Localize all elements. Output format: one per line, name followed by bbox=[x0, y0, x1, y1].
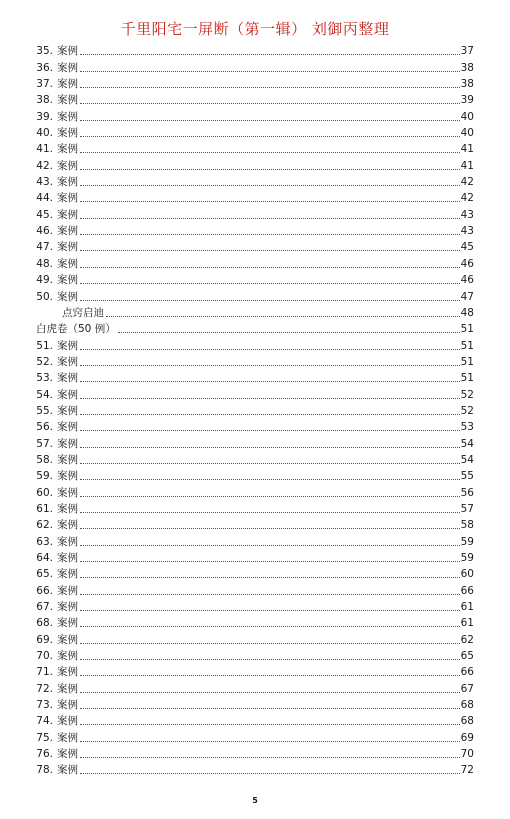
toc-entry-page: 53 bbox=[460, 421, 474, 434]
toc-entry[interactable] bbox=[36, 271, 474, 287]
toc-entry-number: 35. bbox=[36, 45, 53, 58]
toc-entry-label: 案例 bbox=[57, 61, 78, 74]
toc-entry[interactable] bbox=[36, 107, 474, 123]
toc-entry-label: 案例 bbox=[57, 453, 78, 466]
toc-entry-number: 40. bbox=[36, 127, 53, 140]
toc-dot-leader bbox=[80, 479, 460, 480]
toc-dot-leader bbox=[80, 120, 460, 121]
toc-entry[interactable] bbox=[36, 402, 474, 418]
toc-entry-number: 61. bbox=[36, 502, 53, 515]
toc-entry-label: 案例 bbox=[57, 225, 78, 238]
toc-dot-leader bbox=[80, 414, 460, 415]
toc-entry-label: 案例 bbox=[57, 764, 78, 777]
toc-entry-number: 68. bbox=[36, 617, 53, 630]
toc-entry-number: 53. bbox=[36, 372, 53, 385]
toc-entry[interactable] bbox=[36, 516, 474, 532]
toc-entry-number: 72. bbox=[36, 682, 53, 695]
toc-dot-leader bbox=[80, 201, 460, 202]
toc-dot-leader bbox=[80, 398, 460, 399]
toc-entry-label: 案例 bbox=[57, 110, 78, 123]
toc-entry-page: 52 bbox=[460, 404, 474, 417]
toc-entry-number: 54. bbox=[36, 388, 53, 401]
toc-dot-leader bbox=[80, 381, 460, 382]
toc-entry-label: 案例 bbox=[57, 470, 78, 483]
toc-entry[interactable] bbox=[36, 679, 474, 695]
toc-entry-label: 案例 bbox=[57, 208, 78, 221]
toc-dot-leader bbox=[80, 267, 460, 268]
toc-entry[interactable] bbox=[36, 222, 474, 238]
toc-entry-page: 42 bbox=[460, 176, 474, 189]
toc-entry-number: 63. bbox=[36, 535, 53, 548]
toc-entry-label: 点窍启迪 bbox=[62, 306, 104, 319]
toc-dot-leader bbox=[80, 185, 460, 186]
table-of-contents bbox=[36, 42, 474, 777]
toc-entry-page: 62 bbox=[460, 633, 474, 646]
toc-entry-label: 案例 bbox=[57, 143, 78, 156]
toc-entry-number: 57. bbox=[36, 437, 53, 450]
toc-entry-label: 案例 bbox=[57, 633, 78, 646]
toc-dot-leader bbox=[80, 724, 460, 725]
toc-dot-leader bbox=[80, 496, 460, 497]
toc-dot-leader bbox=[80, 528, 460, 529]
toc-entry[interactable] bbox=[36, 42, 474, 58]
toc-dot-leader bbox=[80, 349, 460, 350]
toc-dot-leader bbox=[80, 659, 460, 660]
toc-dot-leader bbox=[80, 561, 460, 562]
toc-entry-page: 52 bbox=[460, 388, 474, 401]
toc-entry[interactable] bbox=[36, 761, 474, 777]
toc-entry[interactable] bbox=[36, 467, 474, 483]
toc-entry-label: 案例 bbox=[57, 404, 78, 417]
toc-entry-number: 42. bbox=[36, 159, 53, 172]
toc-entry[interactable] bbox=[36, 483, 474, 499]
toc-entry-number: 66. bbox=[36, 584, 53, 597]
toc-entry-number: 50. bbox=[36, 290, 53, 303]
toc-entry-label: 案例 bbox=[57, 535, 78, 548]
toc-entry-page: 66 bbox=[460, 666, 474, 679]
toc-entry-number: 64. bbox=[36, 552, 53, 564]
toc-entry-label: 案例 bbox=[57, 552, 78, 564]
toc-entry-number: 38. bbox=[36, 94, 53, 107]
toc-entry-number: 67. bbox=[36, 601, 53, 614]
toc-entry-number: 70. bbox=[36, 650, 53, 663]
toc-entry-label: 案例 bbox=[57, 502, 78, 515]
toc-entry-label: 案例 bbox=[57, 617, 78, 630]
toc-entry-number: 49. bbox=[36, 274, 53, 287]
toc-entry-label: 案例 bbox=[57, 486, 78, 499]
toc-entry-number: 62. bbox=[36, 519, 53, 532]
toc-entry-page: 47 bbox=[460, 290, 474, 303]
toc-entry-page: 61 bbox=[460, 601, 474, 614]
toc-entry-number: 46. bbox=[36, 225, 53, 238]
toc-entry-label: 案例 bbox=[57, 94, 78, 107]
toc-entry-page: 56 bbox=[460, 486, 474, 499]
toc-entry[interactable] bbox=[36, 565, 474, 581]
toc-entry-number: 39. bbox=[36, 110, 53, 123]
toc-dot-leader bbox=[80, 545, 460, 546]
toc-dot-leader bbox=[80, 234, 460, 235]
toc-dot-leader bbox=[80, 365, 460, 366]
toc-entry-label: 案例 bbox=[57, 519, 78, 532]
toc-entry[interactable] bbox=[36, 205, 474, 221]
toc-entry-label: 案例 bbox=[57, 257, 78, 270]
toc-dot-leader bbox=[80, 741, 460, 742]
toc-dot-leader bbox=[80, 250, 460, 251]
toc-entry-number: 74. bbox=[36, 715, 53, 728]
toc-entry-number: 37. bbox=[36, 78, 53, 91]
toc-entry[interactable] bbox=[36, 156, 474, 172]
toc-entry[interactable] bbox=[36, 647, 474, 663]
toc-entry-page: 66 bbox=[460, 584, 474, 597]
toc-dot-leader bbox=[106, 316, 460, 317]
toc-entry-page: 51 bbox=[460, 323, 474, 336]
toc-entry-number: 51. bbox=[36, 339, 53, 352]
toc-entry-number: 76. bbox=[36, 748, 53, 761]
toc-entry-page: 51 bbox=[460, 372, 474, 385]
toc-entry[interactable] bbox=[36, 696, 474, 712]
toc-entry-label: 案例 bbox=[57, 388, 78, 401]
toc-entry-number: 73. bbox=[36, 699, 53, 712]
toc-dot-leader bbox=[80, 675, 460, 676]
toc-entry[interactable] bbox=[36, 91, 474, 107]
toc-entry-number: 48. bbox=[36, 257, 53, 270]
toc-entry-number: 56. bbox=[36, 421, 53, 434]
toc-entry[interactable] bbox=[36, 549, 474, 565]
toc-dot-leader bbox=[80, 610, 460, 611]
toc-entry-page: 54 bbox=[460, 453, 474, 466]
toc-entry-label: 案例 bbox=[57, 339, 78, 352]
toc-dot-leader bbox=[80, 218, 460, 219]
toc-entry[interactable] bbox=[36, 58, 474, 74]
toc-section-entry[interactable] bbox=[36, 320, 474, 336]
toc-entry-page: 48 bbox=[460, 306, 474, 319]
toc-entry[interactable] bbox=[36, 500, 474, 516]
toc-entry-label: 案例 bbox=[57, 715, 78, 728]
toc-dot-leader bbox=[80, 773, 460, 774]
toc-entry[interactable] bbox=[36, 581, 474, 597]
toc-entry[interactable] bbox=[36, 189, 474, 205]
toc-dot-leader bbox=[80, 283, 460, 284]
toc-entry-number: 60. bbox=[36, 486, 53, 499]
toc-entry-page: 46 bbox=[460, 257, 474, 270]
toc-dot-leader bbox=[80, 300, 460, 301]
toc-entry-number: 71. bbox=[36, 666, 53, 679]
toc-dot-leader bbox=[80, 136, 460, 137]
toc-entry[interactable] bbox=[36, 353, 474, 369]
toc-entry-label: 案例 bbox=[57, 372, 78, 385]
toc-entry-number: 43. bbox=[36, 176, 53, 189]
toc-entry-page: 60 bbox=[460, 568, 474, 581]
toc-dot-leader bbox=[80, 692, 460, 693]
toc-entry-label: 案例 bbox=[57, 78, 78, 91]
toc-dot-leader bbox=[80, 87, 460, 88]
toc-entry[interactable] bbox=[36, 173, 474, 189]
toc-entry[interactable] bbox=[36, 728, 474, 744]
toc-entry[interactable] bbox=[36, 369, 474, 385]
page-header-title: 千里阳宅一屏断（第一辑） 刘御丙整理 bbox=[120, 20, 390, 38]
toc-entry[interactable] bbox=[36, 598, 474, 614]
toc-entry-page: 70 bbox=[460, 748, 474, 761]
toc-dot-leader bbox=[80, 626, 460, 627]
toc-entry-label: 案例 bbox=[57, 355, 78, 368]
toc-entry-page: 59 bbox=[460, 552, 474, 564]
toc-dot-leader bbox=[80, 152, 460, 153]
toc-entry[interactable] bbox=[36, 254, 474, 270]
toc-entry-label: 案例 bbox=[57, 568, 78, 581]
toc-dot-leader bbox=[80, 594, 460, 595]
toc-entry-label: 案例 bbox=[57, 274, 78, 287]
toc-dot-leader bbox=[80, 708, 460, 709]
toc-entry-page: 40 bbox=[460, 127, 474, 140]
toc-entry-label: 案例 bbox=[57, 127, 78, 140]
toc-entry-label: 案例 bbox=[57, 241, 78, 254]
toc-entry-label: 白虎卷（50 例） bbox=[36, 323, 116, 336]
toc-entry-page: 43 bbox=[460, 225, 474, 238]
toc-entry-page: 69 bbox=[460, 731, 474, 744]
toc-entry-page: 54 bbox=[460, 437, 474, 450]
toc-entry-label: 案例 bbox=[57, 731, 78, 744]
toc-entry[interactable] bbox=[36, 124, 474, 140]
toc-entry-page: 46 bbox=[460, 274, 474, 287]
toc-entry-number: 58. bbox=[36, 453, 53, 466]
toc-entry-page: 43 bbox=[460, 208, 474, 221]
toc-entry-label: 案例 bbox=[57, 45, 78, 58]
toc-entry-page: 51 bbox=[460, 339, 474, 352]
toc-entry-label: 案例 bbox=[57, 192, 78, 205]
toc-entry-page: 41 bbox=[460, 159, 474, 172]
toc-entry-label: 案例 bbox=[57, 421, 78, 434]
toc-entry-page: 45 bbox=[460, 241, 474, 254]
toc-entry[interactable] bbox=[36, 238, 474, 254]
toc-dot-leader bbox=[80, 103, 460, 104]
toc-dot-leader bbox=[80, 447, 460, 448]
toc-entry[interactable] bbox=[36, 75, 474, 91]
toc-entry[interactable] bbox=[36, 663, 474, 679]
toc-entry-number: 47. bbox=[36, 241, 53, 254]
toc-entry-label: 案例 bbox=[57, 437, 78, 450]
toc-entry-number: 41. bbox=[36, 143, 53, 156]
toc-entry-page: 67 bbox=[460, 682, 474, 695]
toc-dot-leader bbox=[80, 643, 460, 644]
toc-entry-number: 78. bbox=[36, 764, 53, 777]
toc-entry[interactable] bbox=[36, 614, 474, 630]
toc-entry-number: 45. bbox=[36, 208, 53, 221]
toc-entry-number: 75. bbox=[36, 731, 53, 744]
toc-entry[interactable] bbox=[36, 451, 474, 467]
toc-entry-number: 65. bbox=[36, 568, 53, 581]
toc-entry-number: 52. bbox=[36, 355, 53, 368]
toc-entry-label: 案例 bbox=[57, 682, 78, 695]
toc-entry-page: 39 bbox=[460, 94, 474, 107]
toc-entry-label: 案例 bbox=[57, 290, 78, 303]
page-number: 5 bbox=[252, 796, 258, 805]
toc-entry-number: 55. bbox=[36, 404, 53, 417]
toc-sub-entry[interactable] bbox=[36, 304, 474, 320]
toc-entry[interactable] bbox=[36, 434, 474, 450]
toc-dot-leader bbox=[80, 54, 460, 55]
toc-entry-page: 59 bbox=[460, 535, 474, 548]
toc-entry[interactable] bbox=[36, 532, 474, 548]
toc-entry-number: 44. bbox=[36, 192, 53, 205]
toc-entry-page: 55 bbox=[460, 470, 474, 483]
toc-dot-leader bbox=[118, 332, 460, 333]
toc-dot-leader bbox=[80, 512, 460, 513]
toc-entry-label: 案例 bbox=[57, 748, 78, 761]
toc-entry-page: 51 bbox=[460, 355, 474, 368]
toc-entry-number: 69. bbox=[36, 633, 53, 646]
toc-entry[interactable] bbox=[36, 385, 474, 401]
toc-entry-label: 案例 bbox=[57, 176, 78, 189]
toc-dot-leader bbox=[80, 757, 460, 758]
toc-entry[interactable] bbox=[36, 336, 474, 352]
toc-entry-number: 59. bbox=[36, 470, 53, 483]
toc-entry-page: 61 bbox=[460, 617, 474, 630]
toc-entry-label: 案例 bbox=[57, 666, 78, 679]
toc-entry-page: 41 bbox=[460, 143, 474, 156]
toc-entry-page: 58 bbox=[460, 519, 474, 532]
toc-dot-leader bbox=[80, 463, 460, 464]
toc-entry[interactable] bbox=[36, 630, 474, 646]
toc-entry-page: 72 bbox=[460, 764, 474, 777]
toc-entry-label: 案例 bbox=[57, 650, 78, 663]
toc-entry-page: 38 bbox=[460, 61, 474, 74]
toc-entry-page: 38 bbox=[460, 78, 474, 91]
toc-entry-page: 40 bbox=[460, 110, 474, 123]
toc-entry[interactable] bbox=[36, 745, 474, 761]
toc-entry-page: 68 bbox=[460, 699, 474, 712]
toc-entry-page: 37 bbox=[460, 45, 474, 58]
toc-entry-label: 案例 bbox=[57, 601, 78, 614]
toc-entry-page: 42 bbox=[460, 192, 474, 205]
toc-entry-label: 案例 bbox=[57, 159, 78, 172]
toc-dot-leader bbox=[80, 430, 460, 431]
toc-dot-leader bbox=[80, 577, 460, 578]
toc-entry[interactable] bbox=[36, 140, 474, 156]
toc-dot-leader bbox=[80, 169, 460, 170]
toc-entry[interactable] bbox=[36, 287, 474, 303]
toc-entry[interactable] bbox=[36, 712, 474, 728]
toc-entry-page: 57 bbox=[460, 502, 474, 515]
toc-entry-page: 65 bbox=[460, 650, 474, 663]
toc-dot-leader bbox=[80, 71, 460, 72]
toc-entry-label: 案例 bbox=[57, 584, 78, 597]
toc-entry-number: 36. bbox=[36, 61, 53, 74]
toc-entry-label: 案例 bbox=[57, 699, 78, 712]
toc-entry-page: 68 bbox=[460, 715, 474, 728]
toc-entry[interactable] bbox=[36, 418, 474, 434]
